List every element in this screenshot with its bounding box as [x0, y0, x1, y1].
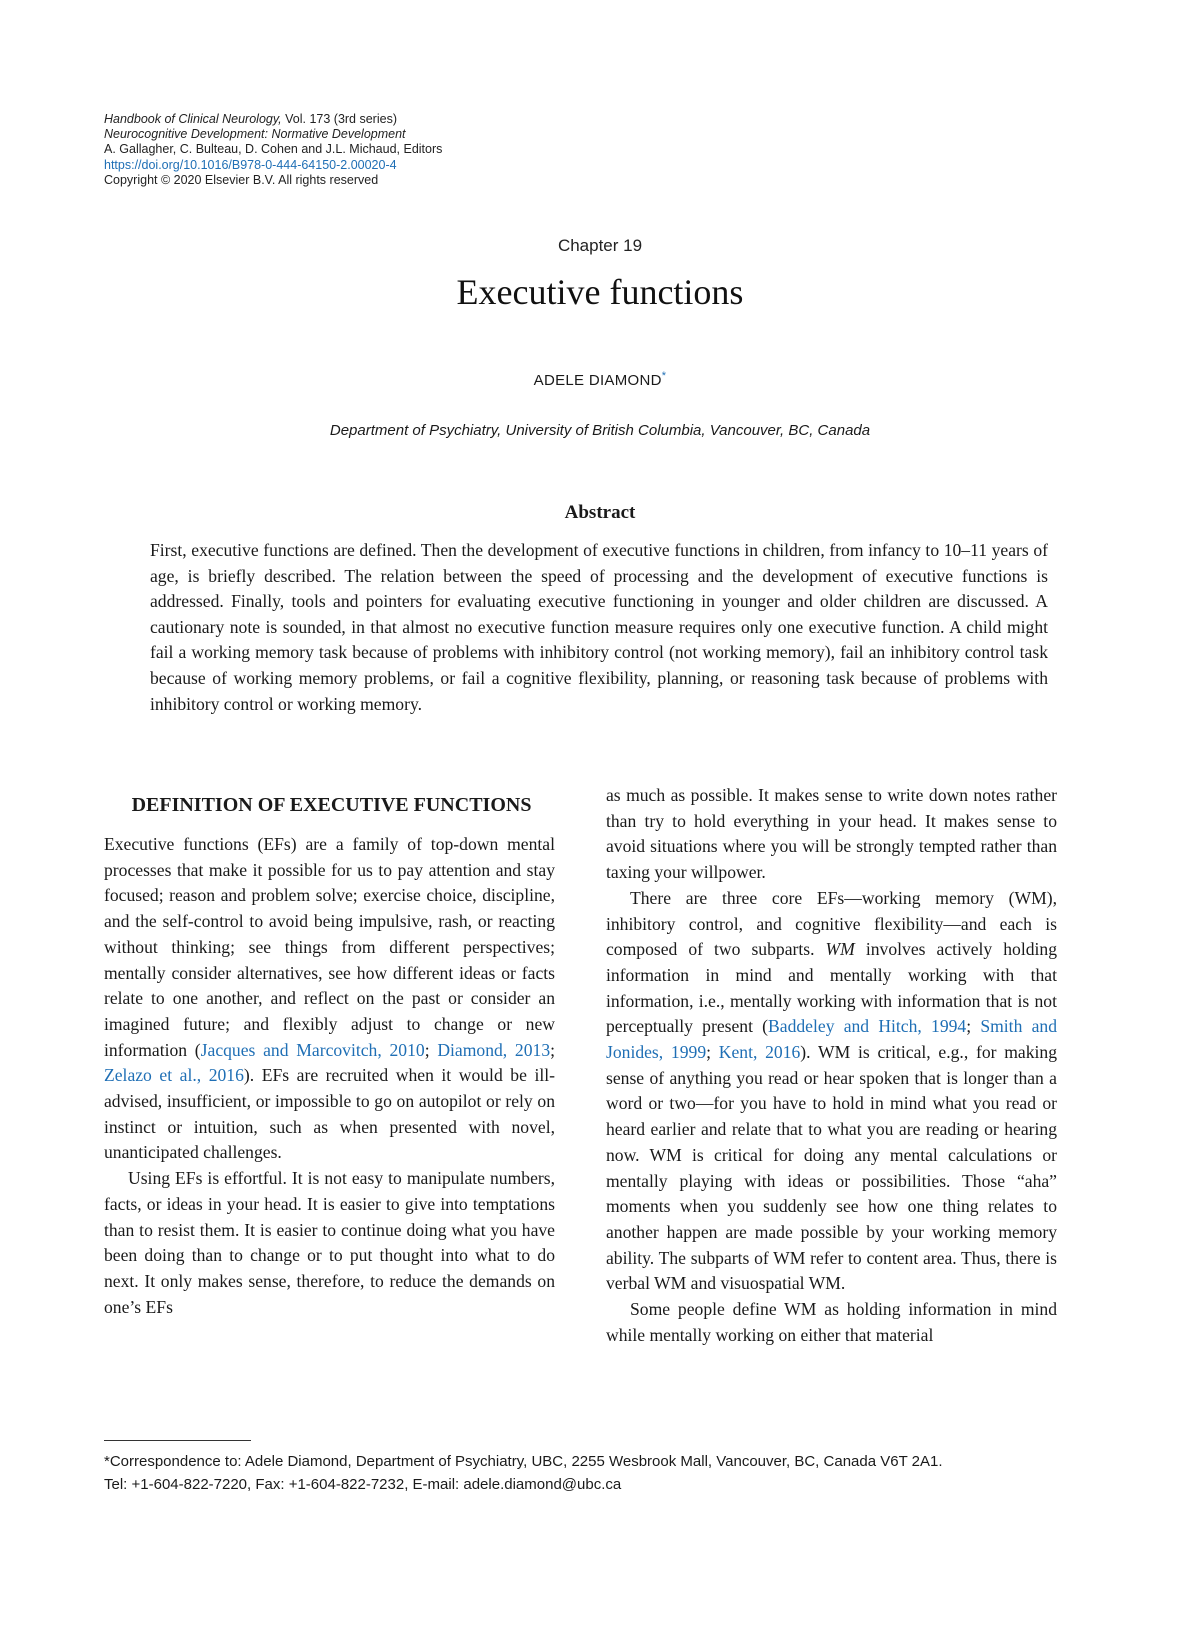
chapter-title: Executive functions — [456, 272, 744, 312]
series-line: Handbook of Clinical Neurology, Vol. 173 (3rd series) — [104, 112, 397, 126]
citation-link[interactable]: Diamond, 2013 — [437, 1039, 551, 1060]
footnote-divider — [104, 1440, 251, 1441]
paragraph-2-continued: as much as possible. It makes sense to write down notes rather than try to hold everything in your head. It makes sense to avoid situations where you will be strongly tempted rather than taxing your willpower. — [606, 785, 1057, 883]
footnote-line-2: Tel: +1-604-822-7220, Fax: +1-604-822-7232, E-mail: adele.diamond@ubc.ca — [104, 1476, 622, 1493]
correspondence-footnote — [104, 1450, 1084, 1496]
volume-title: Neurocognitive Development: Normative Development — [104, 127, 406, 142]
publication-header — [104, 112, 604, 188]
editors: A. Gallagher, C. Bulteau, D. Cohen and J.L. Michaud, Editors — [104, 142, 443, 157]
citation-link[interactable]: Jacques and Marcovitch, 2010 — [200, 1039, 425, 1060]
doi-link[interactable]: https://doi.org/10.1016/B978-0-444-64150-2.00020-4 — [104, 157, 397, 172]
right-column — [606, 783, 1057, 1348]
paragraph-4: Some people define WM as holding information in mind while mentally working on either that material — [606, 1299, 1057, 1345]
copyright: Copyright © 2020 Elsevier B.V. All rights reserved — [104, 172, 379, 187]
citation-link[interactable]: Zelazo et al., 2016 — [104, 1065, 244, 1086]
abstract-text: First, executive functions are defined. Then the development of executive functions in children, from infancy to 10–11 years of age, is briefly described. The relation between the speed of processing and the development of executive functions is addressed. Finally, tools and pointers for evaluating executive functioning in younger and older children are discussed. A cautionary note is sounded, in that almost no executive function measure requires only one executive function. A child might fail a working memory task because of problems with inhibitory control (not working memory), fail an inhibitory control task because of working memory problems, or fail a cognitive flexibility, planning, or reasoning task because of problems with inhibitory control or working memory. — [150, 540, 1048, 714]
chapter-label: Chapter 19 — [557, 236, 643, 255]
paragraph-3: There are three core EFs—working memory (WM), inhibitory control, and cognitive flexibility—and each is composed of two subparts. WM involves actively holding information in mind and mentally working with that information, i.e., mentally working with information that is not perceptually present (Baddeley and Hitch, 1994; Smith and Jonides, 1999; Kent, 2016). WM is critical, e.g., for making sense of anything you read or hear spoken that is longer than a word or two—for you have to hold in mind what you read or heard earlier and relate that to what you are reading or hearing now. WM is critical for doing any mental calculations or mentally playing with ideas or possibilities. Those “aha” moments when you suddenly see how one thing relates to another happen are made possible by your working memory ability. The subparts of WM refer to content area. Thus, there is verbal WM and visuospatial WM. — [606, 887, 1058, 1294]
affiliation: Department of Psychiatry, University of British Columbia, Vancouver, BC, Canada — [329, 422, 871, 439]
author-name: ADELE DIAMOND — [533, 372, 662, 389]
citation-link[interactable]: Baddeley and Hitch, 1994 — [768, 1016, 967, 1037]
left-column — [104, 793, 555, 1320]
paragraph-2: Using EFs is effortful. It is not easy to manipulate numbers, facts, or ideas in your head. It is easier to give into temptations than to resist them. It is easier to continue doing what you have been doing than to change or to put thought into what to do next. It only makes sense, therefore, to reduce the demands on one’s EFs — [104, 1168, 555, 1317]
footnote-line-1: *Correspondence to: Adele Diamond, Department of Psychiatry, UBC, 2255 Wesbrook Mall, Vancouver, BC, Canada V6T 2A1. — [104, 1453, 943, 1470]
paragraph-1: Executive functions (EFs) are a family of top-down mental processes that make it possible for us to pay attention and stay focused; reason and problem solve; exercise choice, discipline, and the self-control to avoid being impulsive, rash, or reacting without thinking; see things from different perspectives; mentally consider alternatives, see how different ideas or facts relate to one another, and reflect on the past or consider an imagined future; and flexibly adjust to change or new information (Jacques and Marcovitch, 2010; Diamond, 2013; Zelazo et al., 2016). EFs are recruited when it would be ill-advised, insufficient, or impossible to go on autopilot or rely on instinct or intuition, such as when presented with novel, unanticipated challenges. — [104, 834, 556, 1163]
citation-link[interactable]: Kent, 2016 — [718, 1042, 801, 1063]
citation-link[interactable]: Smith and Jonides, 1999 — [606, 1016, 1057, 1063]
abstract-heading: Abstract — [564, 502, 636, 523]
author — [0, 370, 1200, 389]
section-heading: DEFINITION OF EXECUTIVE FUNCTIONS — [131, 794, 532, 816]
author-footnote-mark[interactable]: * — [661, 370, 667, 382]
